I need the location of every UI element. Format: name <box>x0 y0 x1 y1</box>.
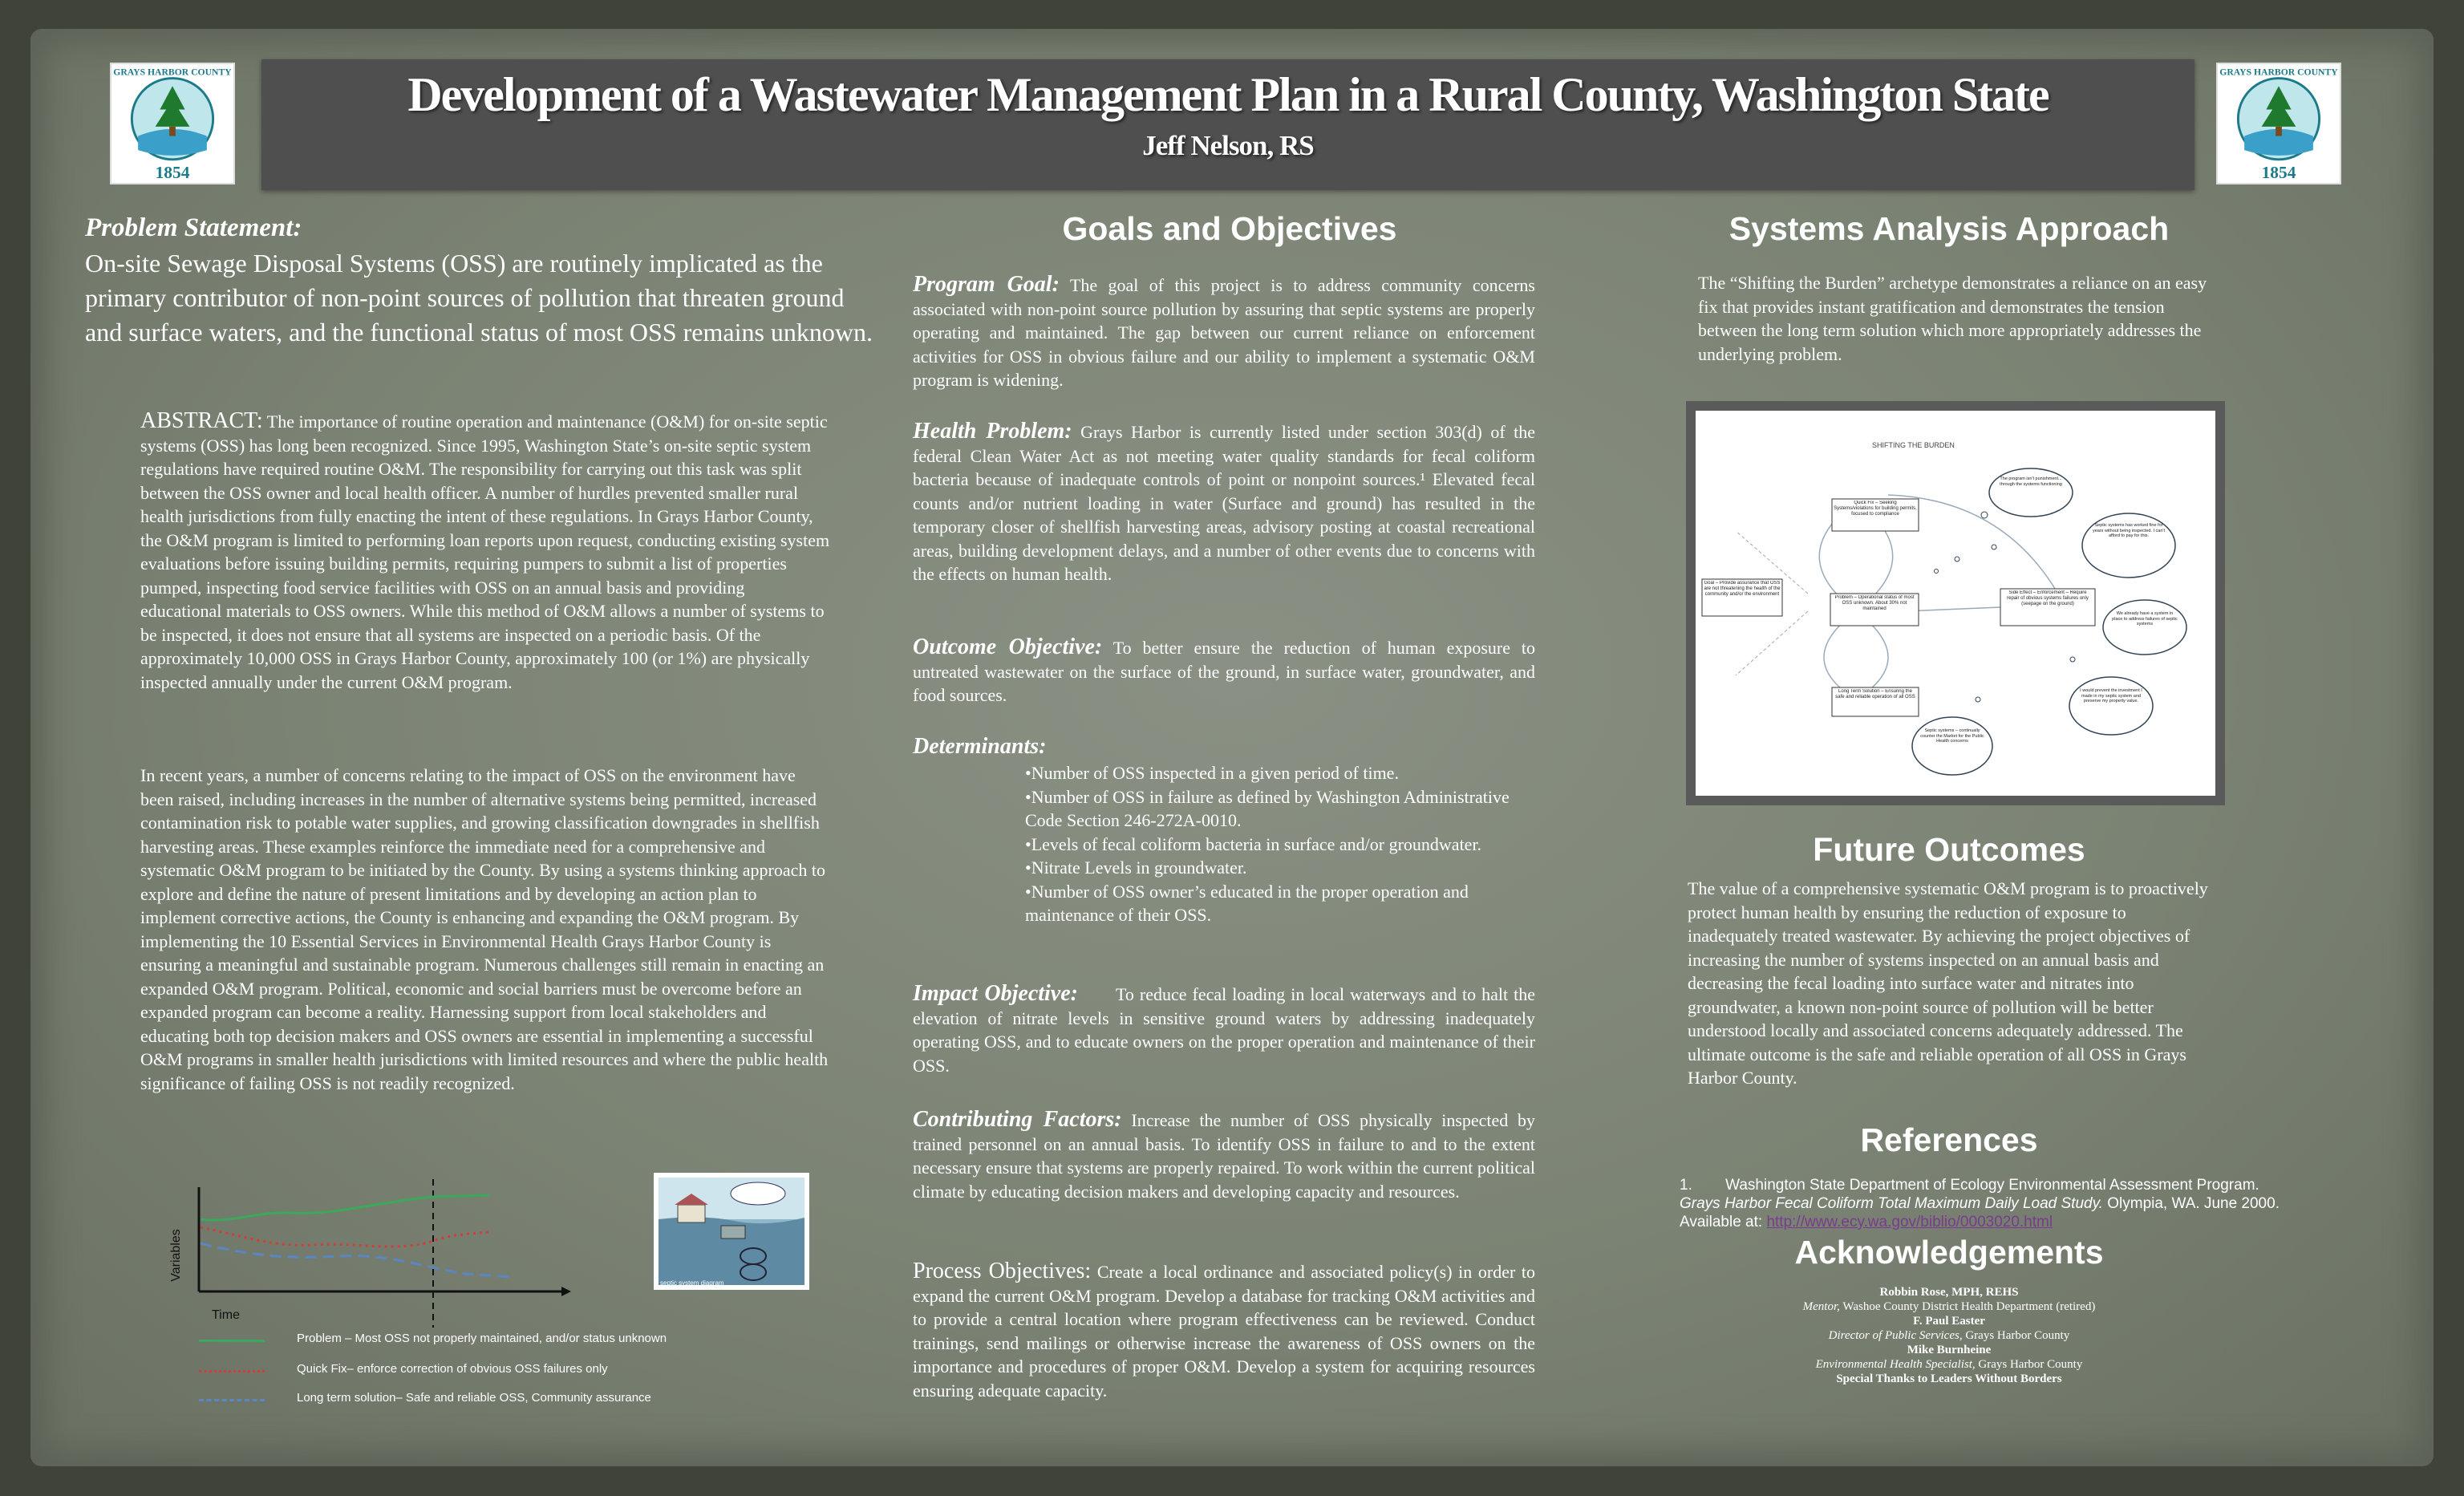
contributing-factors <box>913 1108 1535 1203</box>
outcome-text: To better ensure the reduction of human exposure to untreated wastewater on the surface of the ground, in surface water, groundwater, and food sources. <box>913 638 1535 705</box>
legend-quickfix-swatch <box>199 1370 265 1372</box>
ack-role-3-title: Environmental Health Specialist, <box>1815 1358 1976 1371</box>
logo-right-year: 1854 <box>2261 163 2296 183</box>
chart-x-arrow <box>561 1287 571 1296</box>
logo-right-name: GRAYS HARBOR COUNTY <box>2219 67 2338 78</box>
logo-left-name: GRAYS HARBOR COUNTY <box>113 67 232 78</box>
legend-problem: Problem – Most OSS not properly maintained, and/or status unknown <box>297 1332 667 1345</box>
abstract-p1 <box>140 409 830 694</box>
acknowledgements-heading: Acknowledgements <box>1794 1234 2104 1271</box>
title-band <box>261 59 2194 190</box>
outcome-label: Outcome Objective: <box>913 634 1103 659</box>
diagram-quick-fix: Quick Fix – Seeking Systems/violations for building permits, focused to compliance <box>1834 501 1917 517</box>
problem-heading: Problem Statement: <box>85 213 302 242</box>
program-goal <box>913 273 1535 392</box>
goals-heading: Goals and Objectives <box>1062 210 1397 247</box>
diagram-goal: Goal – Provide assurance that OSS are not threatening the health of the community and/or the environment <box>1704 581 1781 597</box>
contributing-text: Increase the number of OSS physically inspected by trained personnel on an annual basis. To identify OSS in failure to and to the extent necessary ensure that systems are properly repaired. To work within the current political climate by educating decision makers and developing capacity and resources. <box>913 1110 1536 1202</box>
ack-role-3: Grays Harbor County <box>1978 1358 2083 1371</box>
determinants <box>913 734 1535 927</box>
health-problem <box>913 420 1535 586</box>
ack-name-1: Robbin Rose, MPH, REHS <box>1879 1286 2019 1299</box>
health-problem-text: Grays Harbor is currently listed under section 303(d) of the federal Clean Water Act as not meeting water quality standards for fecal coliform bacteria because of inadequate controls of point or nonpoint sources.¹ Elevated fecal counts and/or nutrient loading in water (Surface and ground) has resulted in the temporary closer of shellfish harvesting areas, advisory posting at coastal recreational areas, building development delays, and a number of other events due to concerns with the effects on human health. <box>913 422 1535 584</box>
ack-name-3: Mike Burnheine <box>1907 1344 1992 1356</box>
abstract-p1-text: The importance of routine operation and maintenance (O&M) for on-site septic systems (OSS) has long been recognized. Since 1995, Washington State’s on-site septic system regulations have required routine O&M. The responsibility for carrying out this task was split between the OSS owner and local health officer. A number of hurdles prevented smaller rural health jurisdictions from fully enacting the intent of these regulations. In Grays Harbor County, the O&M program is limited to performing loan reports upon request, conducting existing system evaluations before issuing building permits, requiring pumpers to submit a list of properties pumped, inspecting food service facilities with OSS on an annual basis and providing educational materials to OSS owners. While this method of O&M allows a number of systems to be inspected, it does not ensure that all systems are inspected on a periodic basis. Of the approximately 10,000 OSS in Grays Harbor County, approximately 100 (or 1%) are physically inspected annually under the current O&M program. <box>140 412 830 692</box>
contributing-label: Contributing Factors: <box>913 1107 1122 1132</box>
poster-title: Development of a Wastewater Management Plan in a Rural County, Washington State <box>407 68 2049 121</box>
diagram-title: SHIFTING THE BURDEN <box>1872 441 1955 449</box>
abstract-p2: In recent years, a number of concerns relating to the impact of OSS on the environment have been raised, including increases in the number of alternative systems being permitted, increased contamination risk to potable water supplies, and growing classification downgrades in shellfish harvesting areas. These examples reinforce the immediate need for a comprehensive and systematic O&M program to be initiated by the County. By using a systems thinking approach to explore and define the nature of present limitations and by developing an action plan to implement corrective actions, the County is enhancing and expanding the O&M program. By implementing the 10 Essential Services in Environmental Health Grays Harbor County is ensuring a meaningful and sustainable program. Numerous challenges still remain in enacting an expanded O&M program. Political, economic and social barriers must be overcome before an expanded program can become a reality. Harnessing support from local stakeholders and educating both top decision makers and OSS owners are essential in implementing a successful O&M programs in smaller health jurisdictions with limited resources and where the public health significance of failing OSS is not readily recognized. <box>140 765 829 1093</box>
ack-thanks: Special Thanks to Leaders Without Borders <box>1836 1372 2062 1385</box>
ack-role-1: Washoe County District Health Department (retired) <box>1842 1300 2096 1313</box>
reference-text1: Washington State Department of Ecology Environmental Assessment Program. <box>1725 1177 2259 1194</box>
program-goal-label: Program Goal: <box>913 272 1060 297</box>
process-label: Process Objectives: <box>913 1259 1092 1283</box>
determinants-label: Determinants: <box>913 734 1047 759</box>
legend-longterm-swatch <box>199 1399 265 1401</box>
legend-problem-swatch <box>199 1340 265 1342</box>
county-logo-right <box>2216 63 2341 184</box>
reference-1 <box>1680 1176 2289 1231</box>
diagram-thought-1: The program isn't punishment... through the systems functioning <box>2000 476 2062 487</box>
program-goal-text: The goal of this project is to address community concerns associated with non-point source pollution by assuring that septic systems are properly operating and maintained. The gap between our current reliance on enforcement activities for OSS in obvious failure and our ability to implement a systematic O&M program is widening. <box>913 275 1535 390</box>
diagram-thought-4: I would prevent the investment I made in my septic system and preserve my property value. <box>2080 688 2142 703</box>
chart-ylabel: Variables <box>169 1229 183 1282</box>
reference-link[interactable]: http://www.ecy.wa.gov/biblio/0003020.html <box>1766 1214 2053 1230</box>
future-text: The value of a comprehensive systematic O&M program is to proactively protect human health by ensuring the reduction of exposure to inadequately treated wastewater. By achieving the project objectives of increasing the number of systems inspected on an annual basis and decreasing the fecal loading into surface water and nitrates into groundwater, a known non-point source of pollution will be better understood locally and associated concerns adequately addressed. The ultimate outcome is the safe and reliable operation of all OSS in Grays Harbor County. <box>1688 878 2208 1088</box>
systems-heading: Systems Analysis Approach <box>1728 210 2170 247</box>
reference-title: Grays Harbor Fecal Coliform Total Maximum Daily Load Study. <box>1680 1195 2103 1212</box>
systems-text: The “Shifting the Burden” archetype demonstrates a reliance on an easy fix that provides instant gratification and demonstrates the tension between the long term solution which more appropriately addresses the underlying problem. <box>1698 273 2207 364</box>
county-logo-left <box>110 63 235 184</box>
diagram-long-term: Long Term Solution – Ensuring the safe and reliable operation of all OSS <box>1835 689 1915 699</box>
determinant-2: •Number of OSS in failure as defined by Washington Administrative Code Section 246-272A-0010. <box>1025 786 1510 830</box>
behavior-over-time-chart <box>160 1179 578 1340</box>
ack-role-1-title: Mentor, <box>1802 1300 1840 1313</box>
shifting-burden-diagram <box>1686 401 2225 805</box>
reference-num: 1. <box>1680 1177 1692 1194</box>
outcome-objective <box>913 635 1535 707</box>
poster-author: Jeff Nelson, RS <box>1142 130 1314 161</box>
determinant-4: •Nitrate Levels in groundwater. <box>1025 857 1247 878</box>
shifting-burden-svg <box>1696 411 2215 796</box>
diagram-thought-5: Septic systems – continually counter the Market for the Public Health concerns <box>1920 728 1984 744</box>
diagram-thought-3: We already have a system in place to address failures of septic systems <box>2112 611 2178 626</box>
impact-objective <box>913 982 1535 1077</box>
diagram-side-effect: Side Effect – Enforcement – Require repair of obvious systems failures only (seepage on the ground) <box>2007 590 2089 606</box>
chart-longterm-line <box>201 1243 513 1277</box>
process-objectives <box>913 1259 1535 1402</box>
diagram-problem: Problem – Operational status of most OSS unknown. About 30% not maintained <box>1834 595 1915 611</box>
ack-name-2: F. Paul Easter <box>1913 1315 1985 1328</box>
ack-role-2-title: Director of Public Services, <box>1828 1329 1963 1342</box>
chart-problem-line <box>201 1195 489 1220</box>
determinant-1: •Number of OSS inspected in a given period of time. <box>1025 763 1399 783</box>
process-text: Create a local ordinance and associated policy(s) in order to expand the current O&M program. Develop a database for tracking O&M activities and to provide a central location where program effectiveness can be reviewed. Conduct trainings, send mailings or otherwise increase the awareness of OSS owners on the importance and procedures of proper O&M. Develop a system for acquiring resources ensuring adequate capacity. <box>913 1262 1536 1401</box>
septic-system-image <box>654 1173 809 1290</box>
legend-quickfix: Quick Fix– enforce correction of obvious OSS failures only <box>297 1362 608 1376</box>
future-heading: Future Outcomes <box>1813 831 2085 868</box>
septic-caption: septic system diagram <box>660 1279 724 1287</box>
determinant-5: •Number of OSS owner’s educated in the proper operation and maintenance of their OSS. <box>1025 881 1469 925</box>
impact-text: To reduce fecal loading in local waterways and to halt the elevation of nitrate levels in sensitive ground waters by addressing inadequately operating OSS, and to educate owners on the proper operation and maintenance of their OSS. <box>913 984 1535 1076</box>
references-heading: References <box>1860 1121 2038 1158</box>
diagram-thought-2: Septic systems has worked fine for years without being inspected. I can't afford to pay for this. <box>2092 523 2166 538</box>
determinant-3: •Levels of fecal coliform bacteria in surface and/or groundwater. <box>1025 833 1482 854</box>
chart-quickfix-line <box>201 1227 489 1247</box>
problem-text: On-site Sewage Disposal Systems (OSS) are routinely implicated as the primary contributor of non-point sources of pollution that threaten ground and surface waters, and the functional status of most OSS remains unknown. <box>85 249 873 347</box>
abstract-label: ABSTRACT: <box>140 408 263 433</box>
reference-text3: Olympia, WA. June 2000. Available at: <box>1680 1195 2280 1230</box>
logo-left-year: 1854 <box>155 163 190 183</box>
impact-label: Impact Objective: <box>913 981 1078 1006</box>
ack-role-2: Grays Harbor County <box>1965 1329 2070 1342</box>
legend-longterm: Long term solution– Safe and reliable OSS, Community assurance <box>297 1391 651 1405</box>
problem-statement <box>85 213 887 350</box>
chart-xlabel: Time <box>212 1308 240 1322</box>
health-problem-label: Health Problem: <box>913 419 1072 444</box>
acknowledgements-list <box>1668 1285 2230 1386</box>
